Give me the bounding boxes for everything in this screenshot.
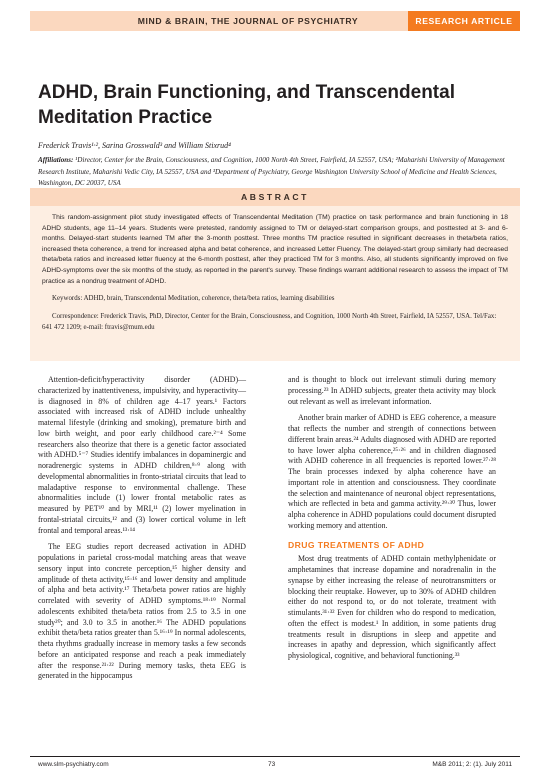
footer-citation: M&B 2011; 2: (1). July 2011 — [432, 761, 512, 768]
affiliations-text: ¹Director, Center for the Brain, Consciousness, and Cognition, 1000 North 4th Street, Fairfield, IA 52557, USA; ²Maharishi University of Management Research Institute, Maharishi Vedic City, IA 52557, USA and ³Department of Psychiatry, George Washington University School of Medicine and Health Sciences, Washington, DC 20037, USA — [38, 156, 505, 187]
section-heading: DRUG TREATMENTS OF ADHD — [288, 539, 425, 550]
footer-rule — [30, 756, 520, 757]
abstract-heading: ABSTRACT — [30, 188, 520, 206]
body-column-left — [38, 375, 246, 682]
body-paragraph: Another brain marker of ADHD is EEG coherence, a measure that reflects the number and strength of connections between different brain areas.²⁴ Adults diagnosed with ADHD are reported to have lower alpha coherence,²⁵·²⁶ and in children diagnosed with ADHD coherence in all frequencies is reported lower.²⁷·²⁸ The brain processes indexed by alpha coherence have an important role in attention and consciousness. They coordinate the selection and maintenance of neuronal object representations, which are reflected in beta and gamma activity.²⁹·³⁰ Thus, lower alpha coherence in ADHD populations could document disrupted working memory and attention. — [288, 413, 496, 530]
journal-header — [30, 11, 520, 31]
body-paragraph: Attention-deficit/hyperactivity disorder (ADHD)—characterized by inattentiveness, impulsivity, and hyperactivity—is diagnosed in 8% of children age 4–17 years.¹ Factors associated with increased risk of ADHD include unhealthy maternal lifestyle (drinking and smoking), premature birth and low birth weight, and poor early childhood care.²⁻⁴ Some researchers also theorize that there is a genetic factor associated with ADHD.⁵⁻⁷ Studies identify imbalances in dopaminergic and noradrenergic systems in ADHD children,⁸·⁹ along with developmental abnormalities in fronto-striatal circuits that lead to maladaptive response to environmental challenge. These abnormalities include (1) lower frontal metabolic rates as measured by PET¹⁰ and by MRI,¹¹ (2) lower myelination in frontal-striatal circuits,¹² and (3) lower cortical volume in left frontal and temporal areas.¹³·¹⁴ — [38, 375, 246, 535]
article-title: ADHD, Brain Functioning, and Transcendental Meditation Practice — [38, 82, 455, 128]
body-paragraph: Most drug treatments of ADHD contain methylphenidate or amphetamines that increase dopamine and noradrenalin in the synapse by either increasing the release of neurotransmitters or blocking their reuptake. However, up to 30% of ADHD children either do not respond to, or do not tolerate, treatment with stimulants.³¹·³² Even for children who do respond to medication, often the effect is modest.¹ In addition, in some patients drug treatments result in disruptions in sleep and appetite and increases in apathy and depression, which significantly affect physiological, cognitive, and behavioral functioning.³³ — [288, 554, 496, 660]
keywords: Keywords: ADHD, brain, Transcendental Meditation, coherence, theta/beta ratios, learning disabilities — [52, 295, 335, 303]
abstract-box — [30, 206, 520, 361]
affiliations-label: Affiliations: — [38, 156, 74, 164]
section-tag: RESEARCH ARTICLE — [408, 11, 520, 31]
journal-name: MIND & BRAIN, THE JOURNAL OF PSYCHIATRY — [30, 11, 408, 31]
body-paragraph: and is thought to block out irrelevant stimuli during memory processing.²³ In ADHD subjects, greater theta activity may block out relevant as well as irrelevant information. — [288, 375, 496, 406]
page-number: 73 — [268, 761, 276, 768]
author-list: Frederick Travis¹·², Sarina Grosswald³ and William Stixrud⁴ — [38, 141, 231, 150]
body-paragraph: The EEG studies report decreased activation in ADHD populations in parietal cross-modal matching areas that weave sensory input into concrete perception,¹⁵ higher density and amplitude of theta activity,¹⁵·¹⁶ and lower density and amplitude of alpha and beta activity.¹⁷ Theta/beta power ratios are highly correlated with severity of ADHD symptoms.¹⁸·¹⁹ Normal adolescents exhibited theta/beta ratios from 2.5 to 3.5 in one study²⁰; and 3.0 to 3.5 in another.¹⁶ The ADHD populations exhibit theta/beta ratios greater than 5.¹⁶·¹⁹ In normal adolescents, theta rhythms gradually increase in memory tasks a few seconds before an anticipated response and reach a peak immediately after the response.²¹·²² During memory tasks, theta EEG is generated in the hippocampus — [38, 542, 246, 681]
abstract-text: This random-assignment pilot study investigated effects of Transcendental Meditation (TM) practice on task performance and brain functioning in 18 ADHD students, age 11–14 years. Students were pretested, randomly assigned to TM or delayed-start comparison groups, and posttested at 3- and 6-months. Delayed-start students learned TM after the 3-month posttest. Three months TM practice resulted in significant decreases in theta/beta ratios, increased theta coherence, a trend for increased alpha and betat coherence, and increased Letter Fluency. The delayed-start group similarly had decreased theta/beta ratios and increased letter fluency at the 6-month posttest, after they practiced TM for 3 months. Also, all students significantly improved on five ADHD-symptoms over the six months of the study, as reported in the parent's survey. These findings warrant additional research to assess the impact of TM practice as a nondrug treatment of ADHD. — [42, 214, 508, 285]
affiliations — [38, 155, 512, 190]
footer-url: www.slm-psychiatry.com — [38, 761, 109, 768]
body-column-right — [288, 375, 496, 662]
correspondence: Correspondence: Frederick Travis, PhD, Director, Center for the Brain, Consciousness, and Cognition, 1000 North 4th Street, Fairfield, IA 52557, USA. Tel/Fax: 641 472 1209; e-mail: ftravis@mum.edu — [42, 313, 497, 331]
